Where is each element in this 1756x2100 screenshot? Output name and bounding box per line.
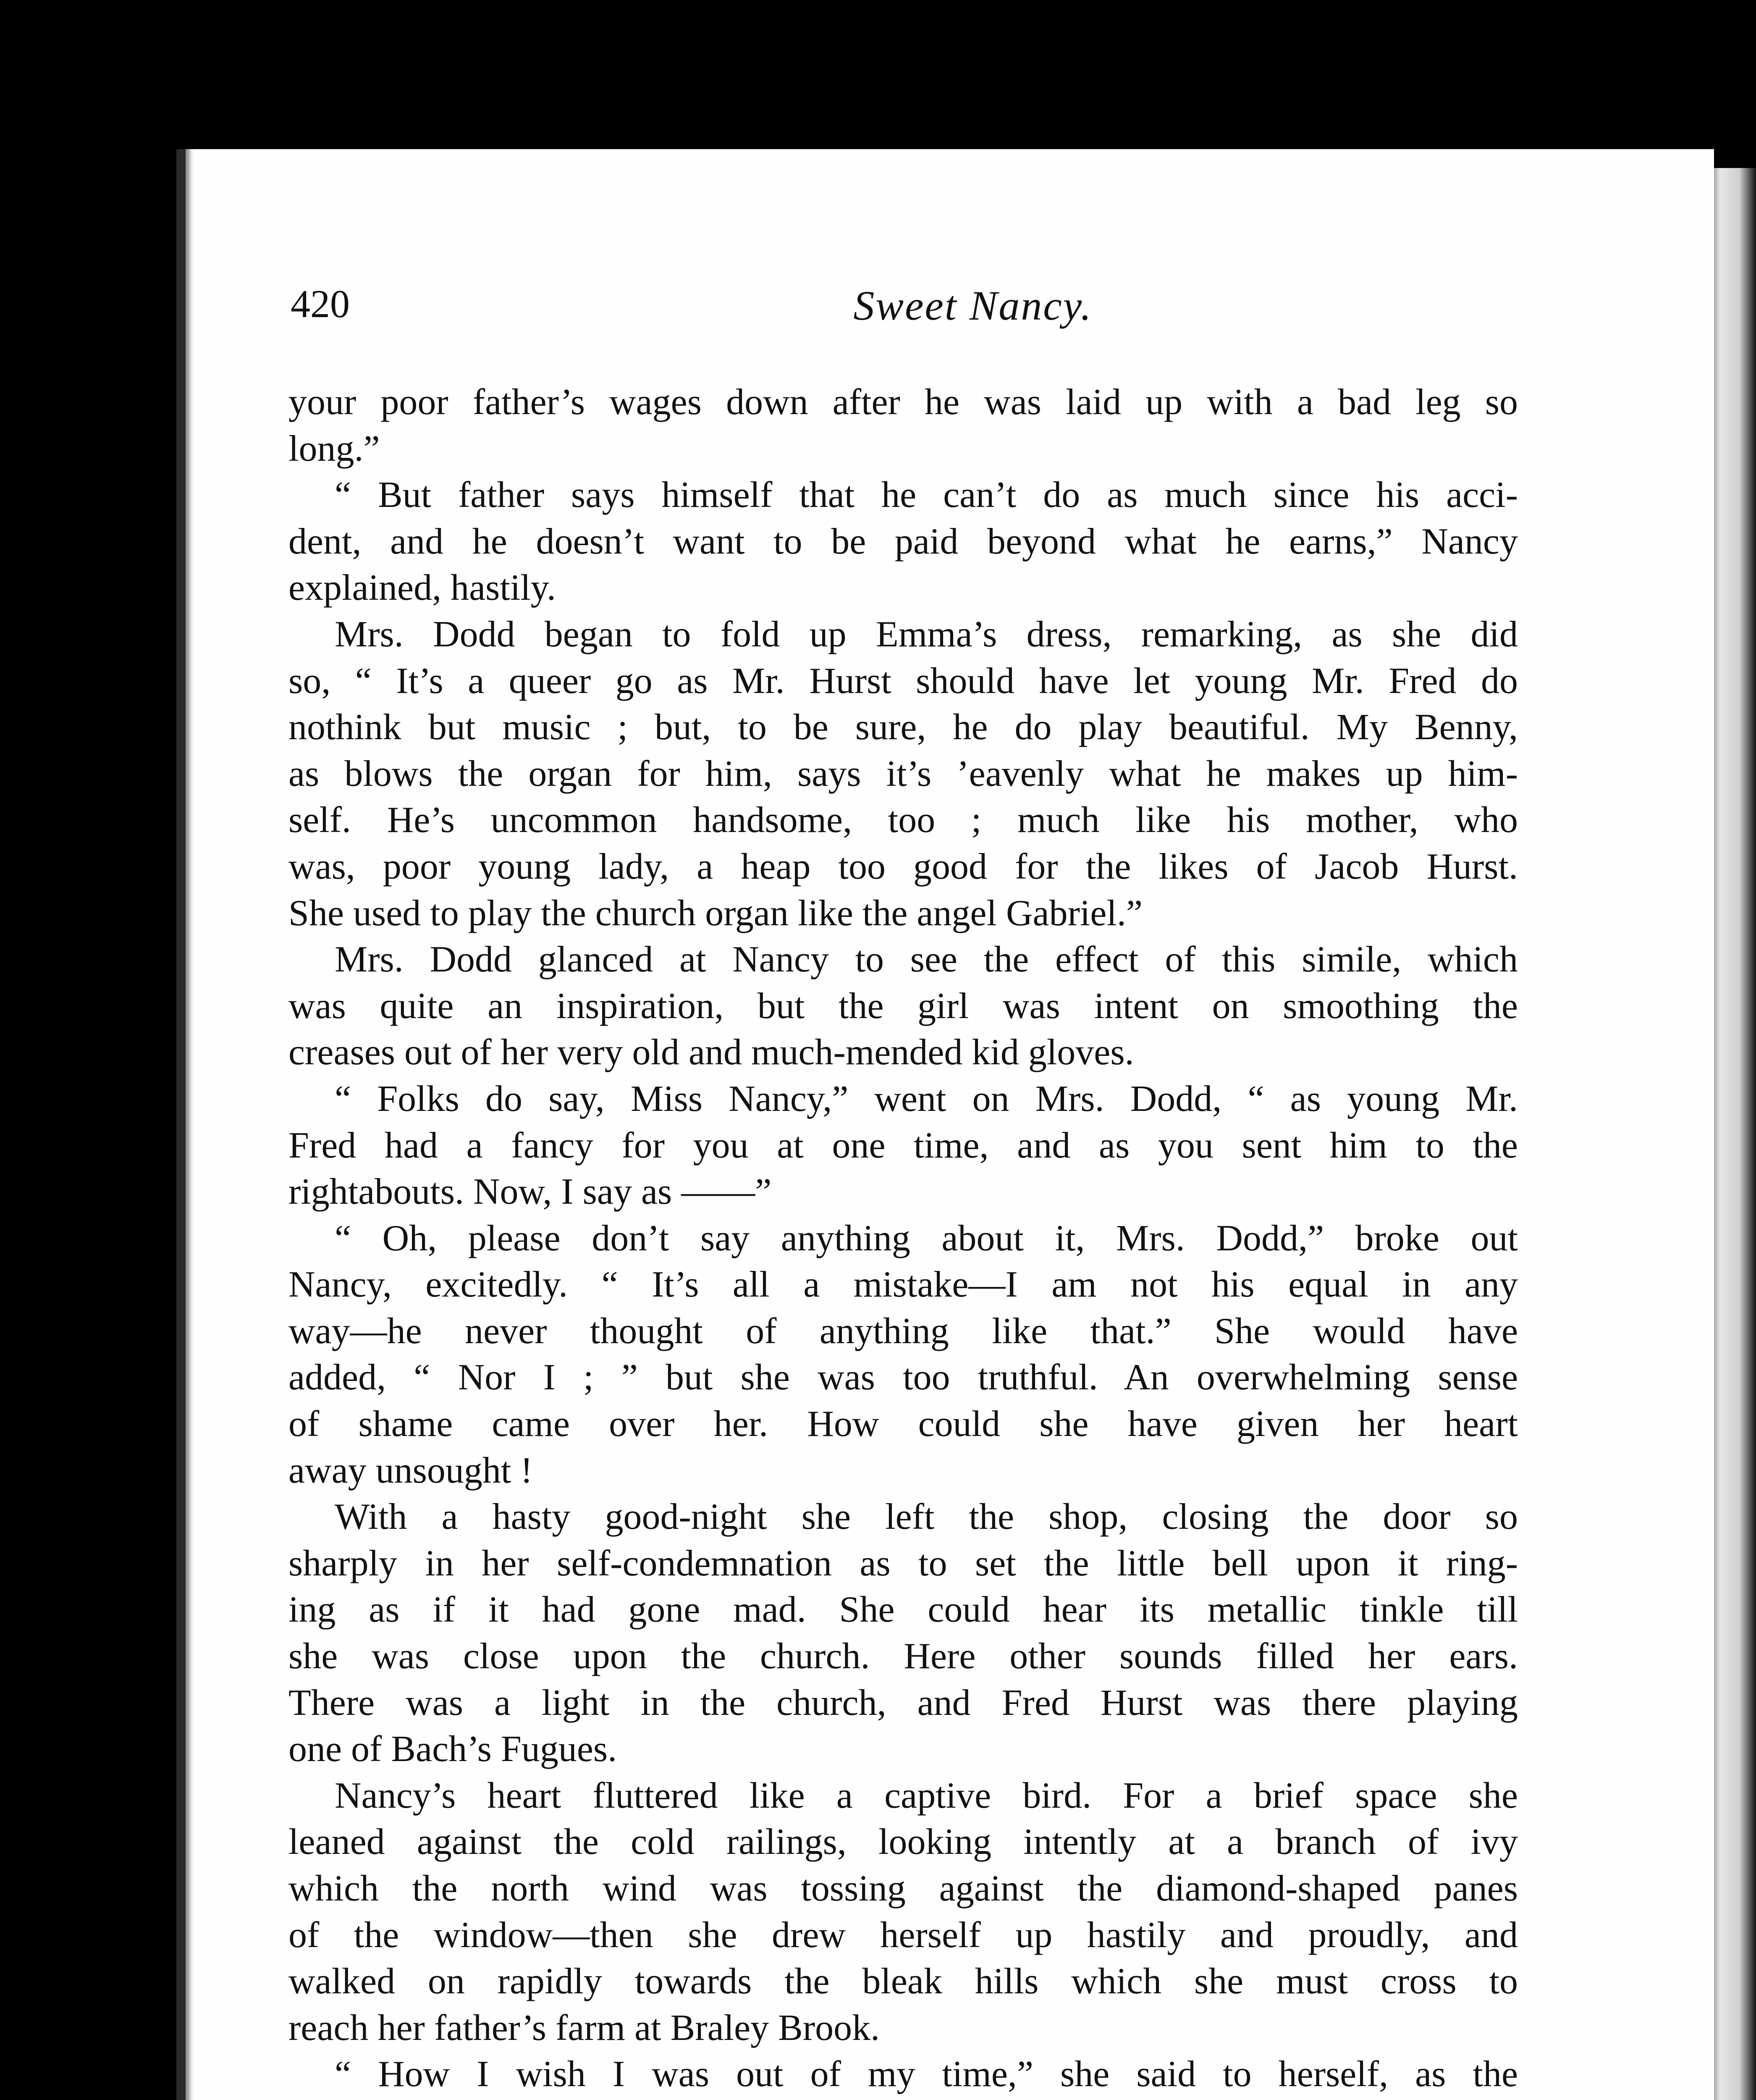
text-line: was quite an inspiration, but the girl was intent on smoothing the — [288, 985, 1518, 1026]
text-line: as blows the organ for him, says it’s ’eavenly what he makes up him- — [288, 753, 1518, 794]
body-text — [288, 379, 1518, 2100]
text-line — [288, 2098, 1518, 2100]
text-line: added, “ Nor I ; ” but she was too truthful. An overwhelming sense — [288, 1357, 1518, 1398]
text-line: sharply in her self-condemnation as to set the little bell upon it ring- — [288, 1543, 1518, 1584]
running-title: Sweet Nancy. — [853, 282, 1093, 329]
text-line: your poor father’s wages down after he was laid up with a bad leg so — [288, 382, 1518, 423]
text-line: explained, hastily. — [288, 567, 556, 609]
text-line: walked on rapidly towards the bleak hills which she must cross to — [288, 1961, 1518, 2002]
text-line: rightabouts. Now, I say as ——” — [288, 1171, 772, 1213]
text-line: of shame came over her. How could she have given her heart — [288, 1404, 1518, 1445]
text-line: so, “ It’s a queer go as Mr. Hurst should have let young Mr. Fred do — [288, 660, 1518, 701]
text-line: long.” — [288, 428, 380, 469]
text-line: she was close upon the church. Here other sounds filled her ears. — [288, 1636, 1518, 1677]
text-line: nothink but music ; but, to be sure, he do play beautiful. My Benny, — [288, 707, 1518, 748]
text-line: There was a light in the church, and Fred Hurst was there playing — [288, 1682, 1518, 1723]
text-line: With a hasty good-night she left the shop, closing the door so — [335, 1496, 1518, 1538]
page-header — [291, 281, 1655, 344]
text-line: leaned against the cold railings, looking intently at a branch of ivy — [288, 1822, 1518, 1863]
text-line: one of Bach’s Fugues. — [288, 1729, 617, 1770]
text-line: which the north wind was tossing against the diamond-shaped panes — [288, 1868, 1518, 1909]
text-line: Mrs. Dodd glanced at Nancy to see the effect of this simile, which — [335, 939, 1518, 980]
text-line: away unsought ! — [288, 1450, 533, 1491]
text-line: She used to play the church organ like the angel Gabriel.” — [288, 892, 1143, 934]
text-line: “ But father says himself that he can’t do as much since his acci- — [335, 475, 1518, 516]
text-line: Fred had a fancy for you at one time, and as you sent him to the — [288, 1125, 1518, 1166]
text-line: Nancy’s heart fluttered like a captive bird. For a brief space she — [335, 1775, 1518, 1816]
text-line: ing as if it had gone mad. She could hear its metallic tinkle till — [288, 1589, 1518, 1630]
text-line: self. He’s uncommon handsome, too ; much like his mother, who — [288, 800, 1518, 841]
page-number: 420 — [291, 282, 350, 326]
text-line: reach her father’s farm at Braley Brook. — [288, 2007, 880, 2048]
text-line: Nancy, excitedly. “ It’s all a mistake—I am not his equal in any — [288, 1264, 1518, 1305]
text-line: creases out of her very old and much-mended kid gloves. — [288, 1032, 1134, 1073]
text-line: “ Oh, please don’t say anything about it, Mrs. Dodd,” broke out — [335, 1218, 1518, 1259]
text-line: “ How I wish I was out of my time,” she said to herself, as the — [335, 2054, 1518, 2095]
text-line: “ Folks do say, Miss Nancy,” went on Mrs. Dodd, “ as young Mr. — [335, 1078, 1518, 1119]
text-line: was, poor young lady, a heap too good for the likes of Jacob Hurst. — [288, 846, 1518, 887]
text-line: dent, and he doesn’t want to be paid beyond what he earns,” Nancy — [288, 521, 1518, 562]
text-line: way—he never thought of anything like that.” She would have — [288, 1310, 1518, 1352]
book-page — [176, 149, 1714, 2100]
text-line: Mrs. Dodd began to fold up Emma’s dress, remarking, as she did — [335, 614, 1518, 655]
text-line: of the window—then she drew herself up hastily and proudly, and — [288, 1914, 1518, 1956]
